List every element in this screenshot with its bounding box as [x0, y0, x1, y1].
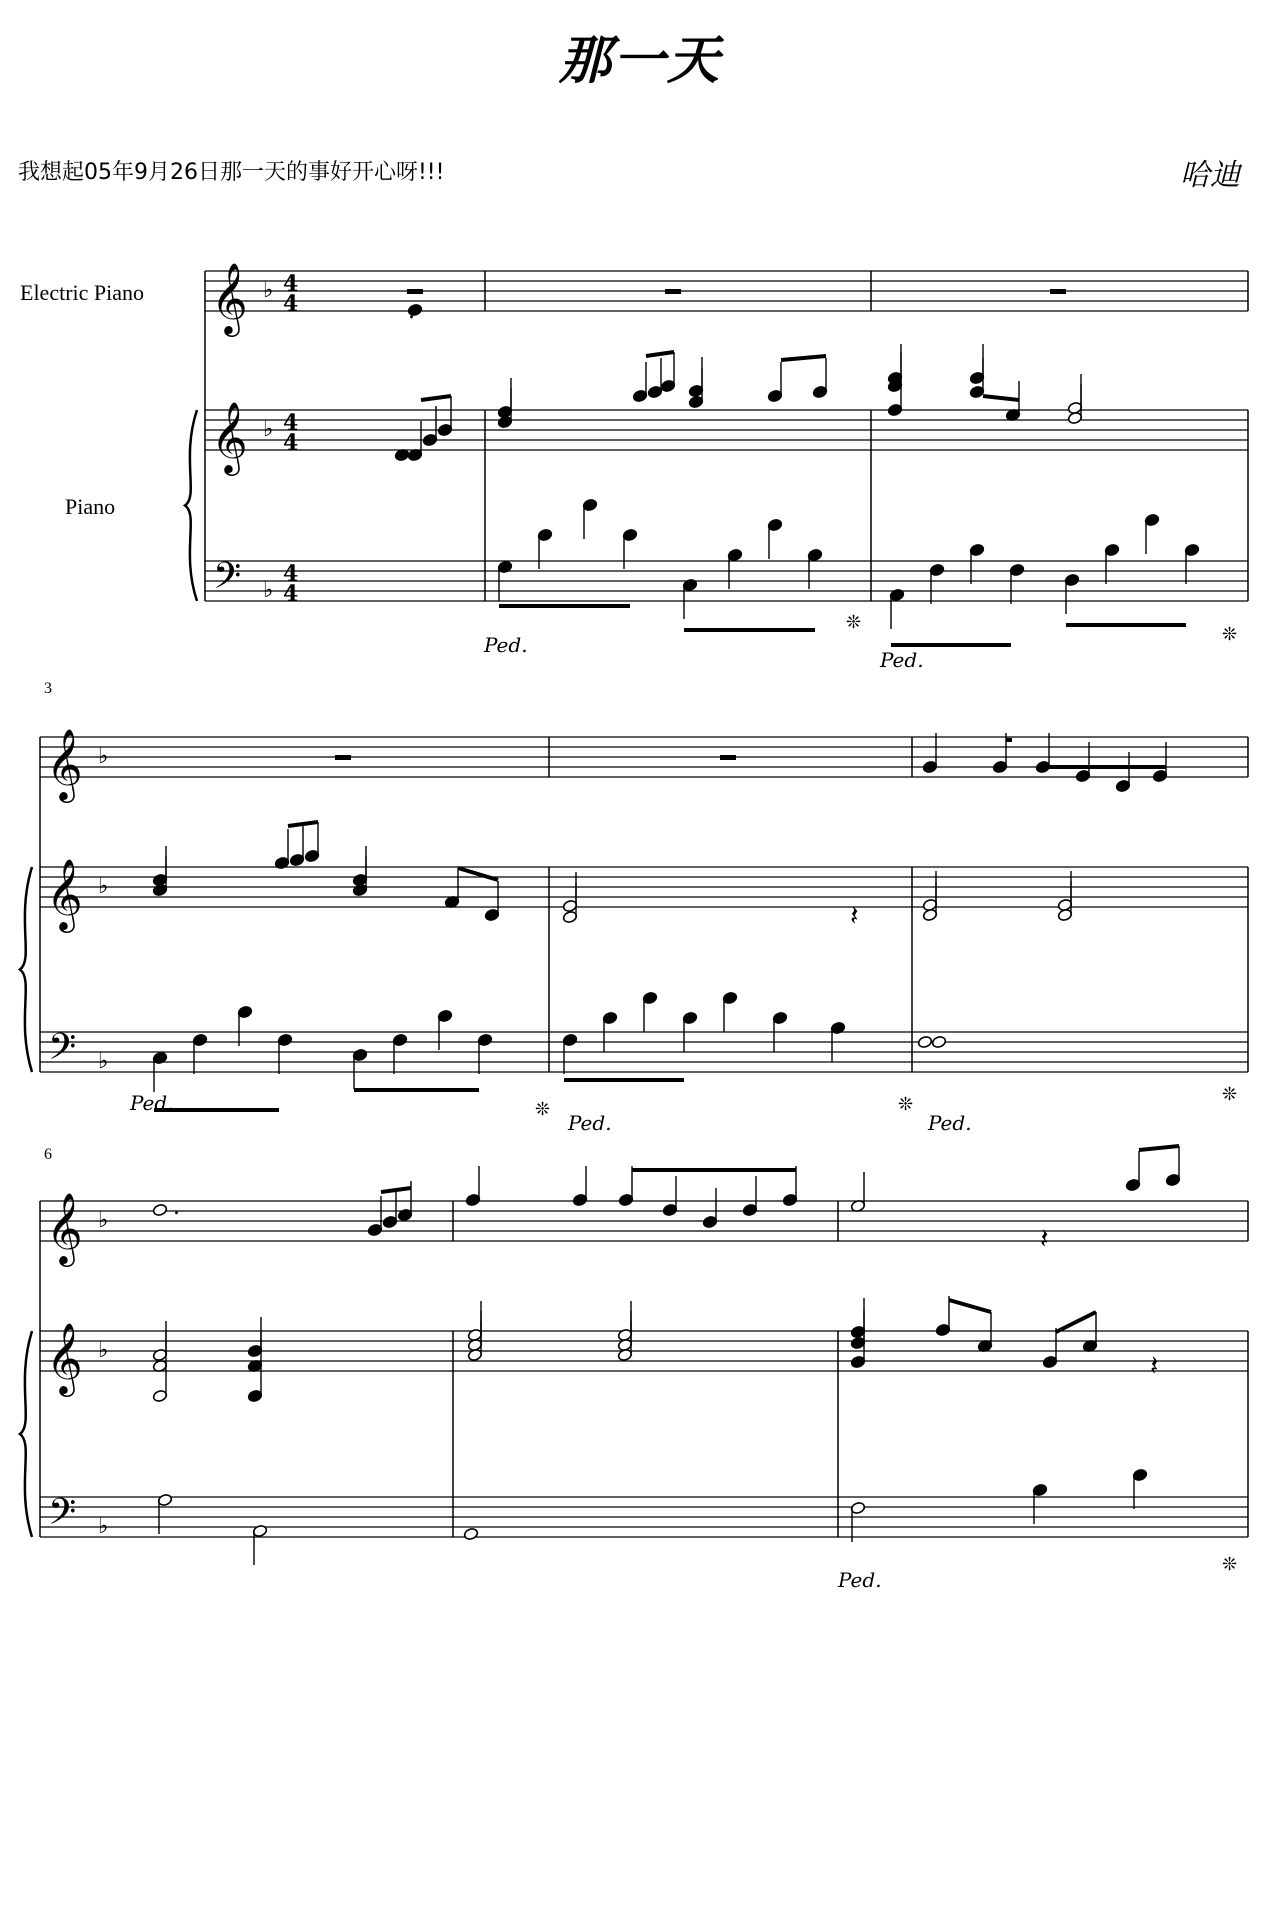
instrument-label-electric-piano: Electric Piano [20, 280, 145, 305]
staff-piano-right-2 [40, 857, 1248, 933]
note-beam [646, 352, 674, 356]
pedal-mark: Ped. [130, 1091, 174, 1115]
treble-clef-icon: 𝄞 [46, 1191, 83, 1264]
note-beam [949, 1300, 991, 1312]
quarter-rest: 𝄽 [1150, 1349, 1159, 1382]
note-beam [458, 868, 498, 880]
flat-icon: ♭ [263, 417, 274, 442]
flat-icon: ♭ [263, 278, 274, 303]
time-signature-top: 4 [283, 271, 299, 297]
note-head [152, 1203, 167, 1216]
bass-clef-icon: 𝄢 [213, 555, 242, 606]
measure-number-system-2: 3 [44, 680, 52, 697]
treble-clef-icon: 𝄞 [46, 1321, 83, 1394]
pedal-mark: Ped. [880, 648, 924, 672]
staff-piano-right-3 [40, 1321, 1248, 1397]
staff-piano-left-3 [40, 1491, 1248, 1542]
bass-clef-icon: 𝄢 [48, 1026, 77, 1077]
pedal-release-icon: ❊ [898, 1094, 914, 1115]
staff-piano-left-1 [205, 555, 1248, 607]
pedal-release-icon: ❊ [1222, 1554, 1238, 1575]
whole-rest [407, 289, 423, 294]
whole-rest [335, 755, 351, 760]
flat-icon: ♭ [98, 1338, 109, 1363]
pedal-release-icon: ❊ [846, 612, 862, 633]
flat-icon: ♭ [98, 874, 109, 899]
grand-staff-brace [20, 1331, 32, 1537]
score-title: 那一天 [558, 31, 721, 91]
treble-clef-icon: 𝄞 [211, 261, 248, 334]
dot: . [173, 1195, 180, 1220]
flat-icon: ♭ [98, 1049, 109, 1074]
pedal-mark: Ped. [928, 1111, 972, 1135]
note-head [917, 1035, 932, 1048]
note-head [931, 1035, 946, 1048]
staff-electric-piano-1 [205, 261, 1248, 337]
bass-clef-icon: 𝄢 [48, 1491, 77, 1542]
pedal-release-icon: ❊ [1222, 1084, 1238, 1105]
note-head [463, 1527, 478, 1540]
measure-number-system-3: 6 [44, 1146, 52, 1163]
flat-icon: ♭ [98, 1514, 109, 1539]
note-beam [421, 396, 451, 400]
whole-rest [720, 755, 736, 760]
flat-icon: ♭ [98, 744, 109, 769]
note-beam [288, 822, 318, 826]
grand-staff-brace [20, 867, 32, 1072]
note-beam [381, 1188, 411, 1192]
treble-clef-icon: 𝄞 [211, 400, 248, 473]
staff-piano-right-1 [205, 400, 1248, 476]
time-signature-top: 4 [283, 410, 299, 436]
whole-rest [665, 289, 681, 294]
time-signature-top: 4 [283, 561, 299, 587]
grand-staff-brace [185, 410, 197, 601]
note-beam [781, 356, 826, 360]
pedal-mark: Ped. [838, 1568, 882, 1592]
time-signature-bottom: 4 [283, 291, 299, 317]
pedal-release-icon: ❊ [1222, 624, 1238, 645]
flat-icon: ♭ [98, 1208, 109, 1233]
note-beam [1139, 1146, 1179, 1150]
score-subtitle: 我想起05年9月26日那一天的事好开心呀!!! [18, 160, 445, 185]
treble-clef-icon: 𝄞 [46, 727, 83, 800]
whole-rest [1050, 289, 1066, 294]
composer-name: 哈迪 [1180, 158, 1240, 193]
pedal-release-icon: ❊ [535, 1099, 551, 1120]
note-beam [1056, 1312, 1096, 1332]
time-signature-bottom: 4 [283, 581, 299, 607]
note-beam [983, 396, 1019, 400]
quarter-rest: 𝄽 [1040, 1222, 1049, 1255]
instrument-label-piano: Piano [65, 494, 116, 519]
dot: . [408, 299, 415, 324]
staff-electric-piano-3 [40, 1191, 1248, 1267]
staff-piano-left-2 [40, 1026, 1248, 1077]
flat-icon: ♭ [263, 578, 274, 603]
pedal-mark: Ped. [484, 633, 528, 657]
pedal-mark: Ped. [568, 1111, 612, 1135]
time-signature-bottom: 4 [283, 430, 299, 456]
treble-clef-icon: 𝄞 [46, 857, 83, 930]
quarter-rest: 𝄽 [850, 899, 859, 932]
